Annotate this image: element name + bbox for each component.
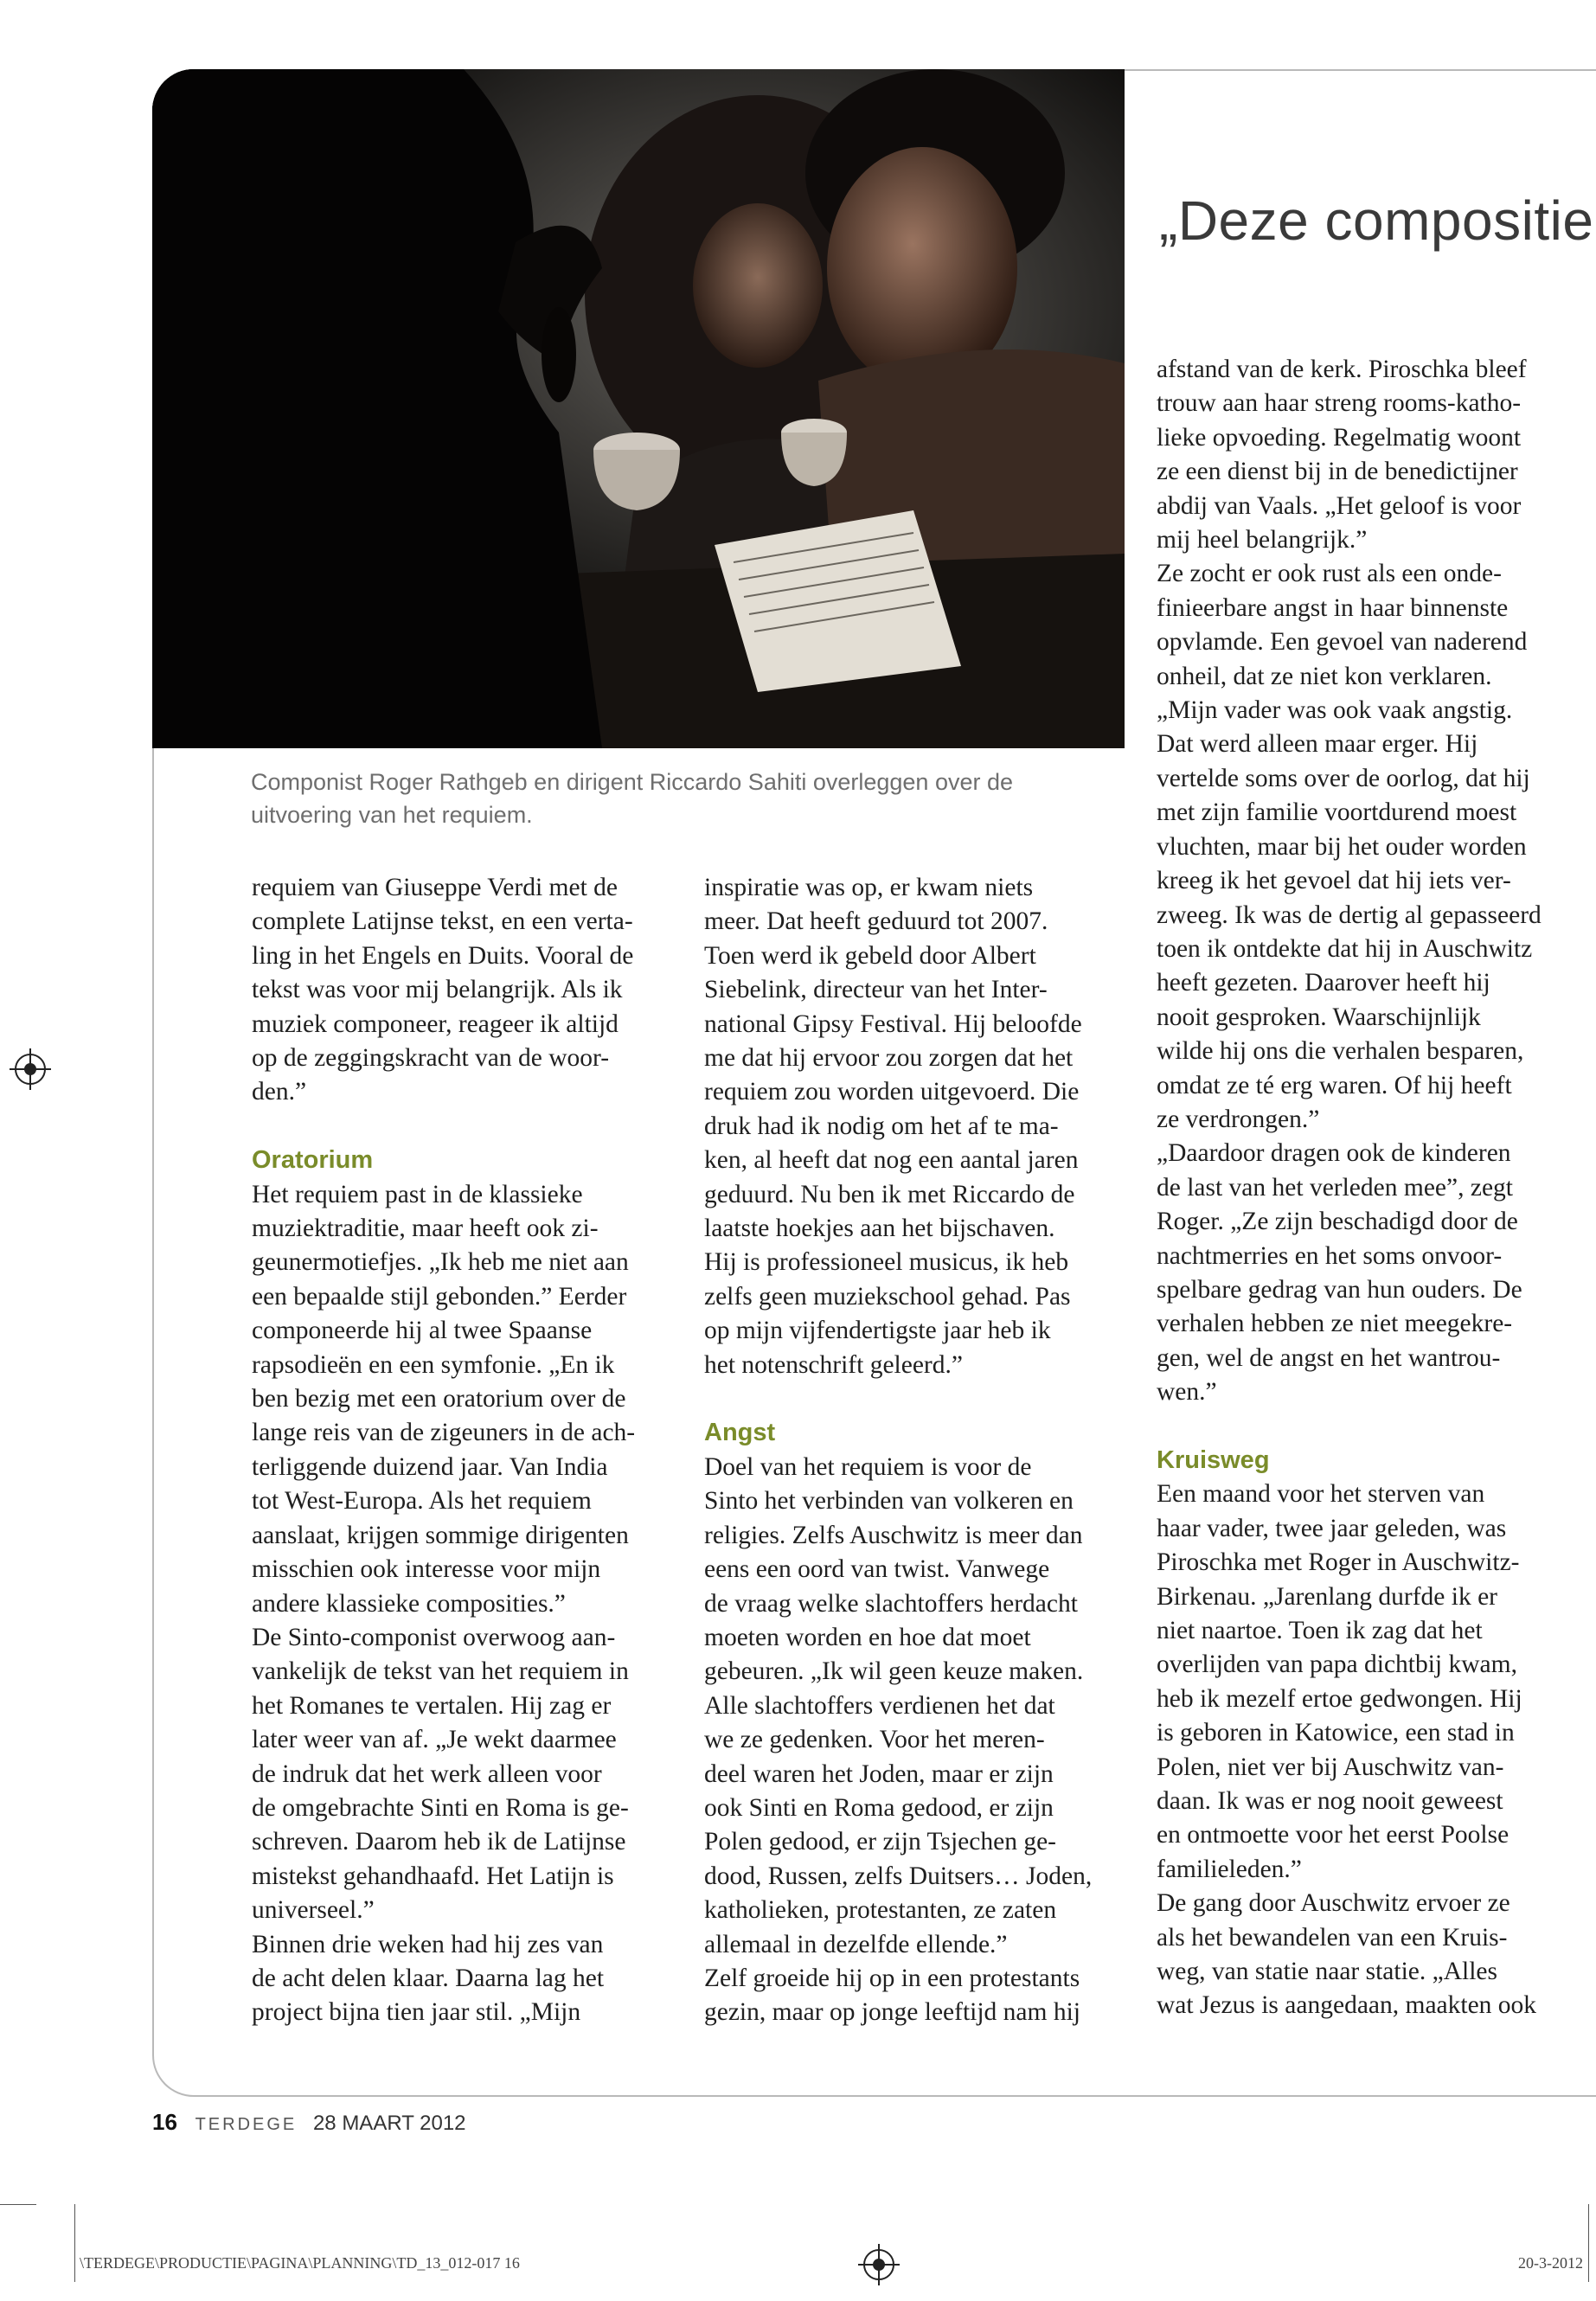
text-line: daan. Ik was er nog nooit geweest xyxy=(1157,1787,1503,1816)
text-line: trouw aan haar streng rooms-katho- xyxy=(1157,389,1522,418)
text-line: lange reis van de zigeuners in de ach- xyxy=(252,1419,636,1447)
text-line: nooit gesproken. Waarschijnlijk xyxy=(1157,1003,1481,1031)
text-line: het notenschrift geleerd.” xyxy=(704,1350,963,1379)
text-line: als het bewandelen van een Kruis- xyxy=(1157,1923,1508,1952)
photo-illustration xyxy=(152,69,1125,748)
text-line: gezin, maar op jonge leeftijd nam hij xyxy=(704,1998,1080,2027)
text-line: project bijna tien jaar stil. „Mijn xyxy=(252,1998,581,2027)
trim-mark xyxy=(74,2204,75,2282)
text-line: druk had ik nodig om het af te ma- xyxy=(704,1112,1059,1140)
text-line: complete Latijnse tekst, en een verta- xyxy=(252,907,633,936)
text-line: aanslaat, krijgen sommige dirigenten xyxy=(252,1521,629,1549)
text-line: muziektraditie, maar heeft ook zi- xyxy=(252,1215,599,1243)
text-line: „Daardoor dragen ook de kinderen xyxy=(1157,1139,1511,1168)
text-line: geduurd. Nu ben ik met Riccardo de xyxy=(704,1180,1075,1208)
page-number: 16 xyxy=(152,2109,177,2135)
text-line: laatste hoekjes aan het bijschaven. xyxy=(704,1215,1055,1243)
text-line: en ontmoette voor het eerst Poolse xyxy=(1157,1821,1509,1849)
text-line: universeel.” xyxy=(252,1896,375,1925)
text-line: andere klassieke composities.” xyxy=(252,1589,566,1618)
text-line: ze een dienst bij in de benedictijner xyxy=(1157,458,1518,486)
text-line: meer. Dat heeft geduurd tot 2007. xyxy=(704,907,1048,936)
text-line: mistekst gehandhaafd. Het Latijn is xyxy=(252,1862,614,1890)
text-line: katholieken, protestanten, ze zaten xyxy=(704,1896,1057,1925)
production-slug-path: \TERDEGE\PRODUCTIE\PAGINA\PLANNING\TD_13_012-017 16 xyxy=(80,2254,520,2272)
page-footer xyxy=(152,2109,466,2136)
text-line: de acht delen klaar. Daarna lag het xyxy=(252,1964,605,1992)
text-line: overlijden van papa dichtbij kwam, xyxy=(1157,1650,1517,1679)
text-line: vertelde soms over de oorlog, dat hij xyxy=(1157,764,1530,792)
text-line: mij heel belangrijk.” xyxy=(1157,526,1368,554)
text-line: geunermotiefjes. „Ik heb me niet aan xyxy=(252,1248,629,1277)
text-line: deel waren het Joden, maar er zijn xyxy=(704,1759,1054,1788)
text-line: met zijn familie voortdurend moest xyxy=(1157,798,1517,827)
text-line: Siebelink, directeur van het Inter- xyxy=(704,976,1048,1004)
text-line: dood, Russen, zelfs Duitsers… Joden, xyxy=(704,1862,1093,1890)
paragraph-gap xyxy=(252,1110,635,1144)
text-line: spelbare gedrag van hun ouders. De xyxy=(1157,1275,1522,1304)
text-line: is geboren in Katowice, een stad in xyxy=(1157,1719,1515,1747)
text-line: tot West-Europa. Als het requiem xyxy=(252,1487,592,1516)
text-line: de last van het verleden mee”, zegt xyxy=(1157,1173,1513,1202)
text-line: Dat werd alleen maar erger. Hij xyxy=(1157,730,1478,759)
text-line: Roger. „Ze zijn beschadigd door de xyxy=(1157,1208,1518,1236)
article-column-2 xyxy=(704,871,1092,2030)
text-line: wat Jezus is aangedaan, maakten ook xyxy=(1157,1991,1537,2020)
section-heading: Angst xyxy=(704,1419,776,1447)
text-line: afstand van de kerk. Piroschka bleef xyxy=(1157,356,1527,383)
text-line: wilde hij ons die verhalen besparen, xyxy=(1157,1037,1524,1066)
text-line: Het requiem past in de klassieke xyxy=(252,1180,583,1208)
text-line: me dat hij ervoor zou zorgen dat het xyxy=(704,1044,1074,1073)
text-line: verhalen hebben ze niet meegekre- xyxy=(1157,1310,1513,1338)
text-line: De gang door Auschwitz ervoer ze xyxy=(1157,1889,1510,1918)
text-line: haar vader, twee jaar geleden, was xyxy=(1157,1514,1507,1542)
text-line: de vraag welke slachtoffers herdacht xyxy=(704,1589,1078,1618)
text-line: religies. Zelfs Auschwitz is meer dan xyxy=(704,1521,1083,1549)
text-line: moeten worden en hoe dat moet xyxy=(704,1623,1031,1651)
production-slug-date: 20-3-2012 xyxy=(1518,2254,1583,2272)
text-line: Binnen drie weken had hij zes van xyxy=(252,1930,604,1958)
text-line: den.” xyxy=(252,1078,307,1106)
pull-quote: „Deze compositie xyxy=(1159,189,1594,252)
text-line: Een maand voor het sterven van xyxy=(1157,1480,1485,1509)
text-line: op mijn vijfendertigste jaar heb ik xyxy=(704,1317,1051,1345)
text-line: nachtmerries en het soms onvoor- xyxy=(1157,1241,1503,1270)
text-line: wen.” xyxy=(1157,1378,1217,1407)
text-line: Alle slachtoffers verdienen het dat xyxy=(704,1691,1055,1720)
paragraph-gap xyxy=(1157,1410,1542,1444)
text-line: de omgebrachte Sinti en Roma is ge- xyxy=(252,1793,629,1822)
issue-date: 28 MAART 2012 xyxy=(312,2112,466,2135)
text-line: muziek componeer, reageer ik altijd xyxy=(252,1009,619,1038)
section-heading: Kruisweg xyxy=(1157,1445,1270,1474)
text-line: ben bezig met een oratorium over de xyxy=(252,1385,626,1413)
paragraph-gap xyxy=(704,1382,1092,1416)
text-line: Doel van het requiem is voor de xyxy=(704,1452,1032,1481)
registration-mark-icon xyxy=(15,1054,46,1085)
text-line: vluchten, maar bij het ouder worden xyxy=(1157,832,1527,861)
text-line: rapsodieën en een symfonie. „En ik xyxy=(252,1350,615,1379)
photo-caption xyxy=(251,766,1116,831)
text-line: vankelijk de tekst van het requiem in xyxy=(252,1657,629,1686)
text-line: onheil, dat ze niet kon verklaren. xyxy=(1157,662,1492,690)
text-line: gebeuren. „Ik wil geen keuze maken. xyxy=(704,1657,1084,1686)
text-line: schreven. Daarom heb ik de Latijnse xyxy=(252,1828,626,1856)
text-line: Polen, niet ver bij Auschwitz van- xyxy=(1157,1753,1504,1781)
text-line: Toen werd ik gebeld door Albert xyxy=(704,941,1036,970)
text-line: requiem van Giuseppe Verdi met de xyxy=(252,874,618,901)
text-line: niet naartoe. Toen ik zag dat het xyxy=(1157,1617,1483,1645)
text-line: eens een oord van twist. Vanwege xyxy=(704,1555,1050,1584)
text-line: misschien ook interesse voor mijn xyxy=(252,1555,601,1584)
text-line: Ze zocht er ook rust als een onde- xyxy=(1157,560,1502,588)
text-line: familieleden.” xyxy=(1157,1855,1302,1883)
text-line: Polen gedood, er zijn Tsjechen ge- xyxy=(704,1828,1056,1856)
article-photo xyxy=(152,69,1125,748)
text-line: Hij is professioneel musicus, ik heb xyxy=(704,1248,1069,1277)
text-line: een bepaalde stijl gebonden.” Eerder xyxy=(252,1282,627,1311)
text-line: inspiratie was op, er kwam niets xyxy=(704,874,1034,901)
text-line: ze verdrongen.” xyxy=(1157,1105,1320,1133)
text-line: heeft gezeten. Daarover heeft hij xyxy=(1157,969,1490,997)
text-line: Zelf groeide hij op in een protestants xyxy=(704,1964,1080,1992)
text-line: ling in het Engels en Duits. Vooral de xyxy=(252,941,634,970)
text-line: Piroschka met Roger in Auschwitz- xyxy=(1157,1548,1520,1577)
text-line: lieke opvoeding. Regelmatig woont xyxy=(1157,423,1522,452)
text-line: finieerbare angst in haar binnenste xyxy=(1157,593,1509,622)
text-line: requiem zou worden uitgevoerd. Die xyxy=(704,1078,1080,1106)
trim-mark xyxy=(1588,2204,1589,2282)
text-line: later weer van af. „Je wekt daarmee xyxy=(252,1726,617,1754)
text-line: „Mijn vader was ook vaak angstig. xyxy=(1157,696,1513,725)
text-line: zweeg. Ik was de dertig al gepasseerd xyxy=(1157,901,1542,929)
text-line: het Romanes te vertalen. Hij zag er xyxy=(252,1691,612,1720)
text-line: abdij van Vaals. „Het geloof is voor xyxy=(1157,491,1522,520)
text-line: gen, wel de angst en het wantrou- xyxy=(1157,1343,1501,1372)
text-line: de indruk dat het werk alleen voor xyxy=(252,1759,602,1788)
text-line: ook Sinti en Roma gedood, er zijn xyxy=(704,1793,1054,1822)
text-line: componeerde hij al twee Spaanse xyxy=(252,1317,593,1345)
text-line: we ze gedenken. Voor het meren- xyxy=(704,1726,1045,1754)
text-line: De Sinto-componist overwoog aan- xyxy=(252,1623,616,1651)
text-line: heb ik mezelf ertoe gedwongen. Hij xyxy=(1157,1684,1522,1713)
text-line: Sinto het verbinden van volkeren en xyxy=(704,1487,1074,1516)
section-heading: Oratorium xyxy=(252,1146,374,1175)
text-line: weg, van statie naar statie. „Alles xyxy=(1157,1958,1498,1986)
text-line: omdat ze té erg waren. Of hij heeft xyxy=(1157,1071,1512,1099)
trim-mark xyxy=(0,2204,36,2205)
article-column-3 xyxy=(1157,353,1542,2023)
text-line: ken, al heeft dat nog een aantal jaren xyxy=(704,1146,1079,1175)
text-line: Birkenau. „Jarenlang durfde ik er xyxy=(1157,1582,1497,1611)
photo-caption-line-1: Componist Roger Rathgeb en dirigent Riccardo Sahiti overleggen over de xyxy=(251,769,1014,795)
text-line: opvlamde. Een gevoel van naderend xyxy=(1157,628,1528,657)
text-line: tekst was voor mij belangrijk. Als ik xyxy=(252,976,623,1004)
registration-mark-icon xyxy=(863,2249,894,2280)
text-line: allemaal in dezelfde ellende.” xyxy=(704,1930,1008,1958)
magazine-name: TERDEGE xyxy=(195,2115,298,2134)
text-line: op de zeggingskracht van de woor- xyxy=(252,1044,610,1073)
text-line: kreeg ik het gevoel dat hij iets ver- xyxy=(1157,867,1511,895)
text-line: national Gipsy Festival. Hij beloofde xyxy=(704,1009,1082,1038)
article-column-1 xyxy=(252,871,635,2030)
text-line: terliggende duizend jaar. Van India xyxy=(252,1452,608,1481)
photo-caption-line-2: uitvoering van het requiem. xyxy=(251,802,533,828)
text-line: toen ik ontdekte dat hij in Auschwitz xyxy=(1157,934,1533,963)
text-line: zelfs geen muziekschool gehad. Pas xyxy=(704,1282,1071,1311)
